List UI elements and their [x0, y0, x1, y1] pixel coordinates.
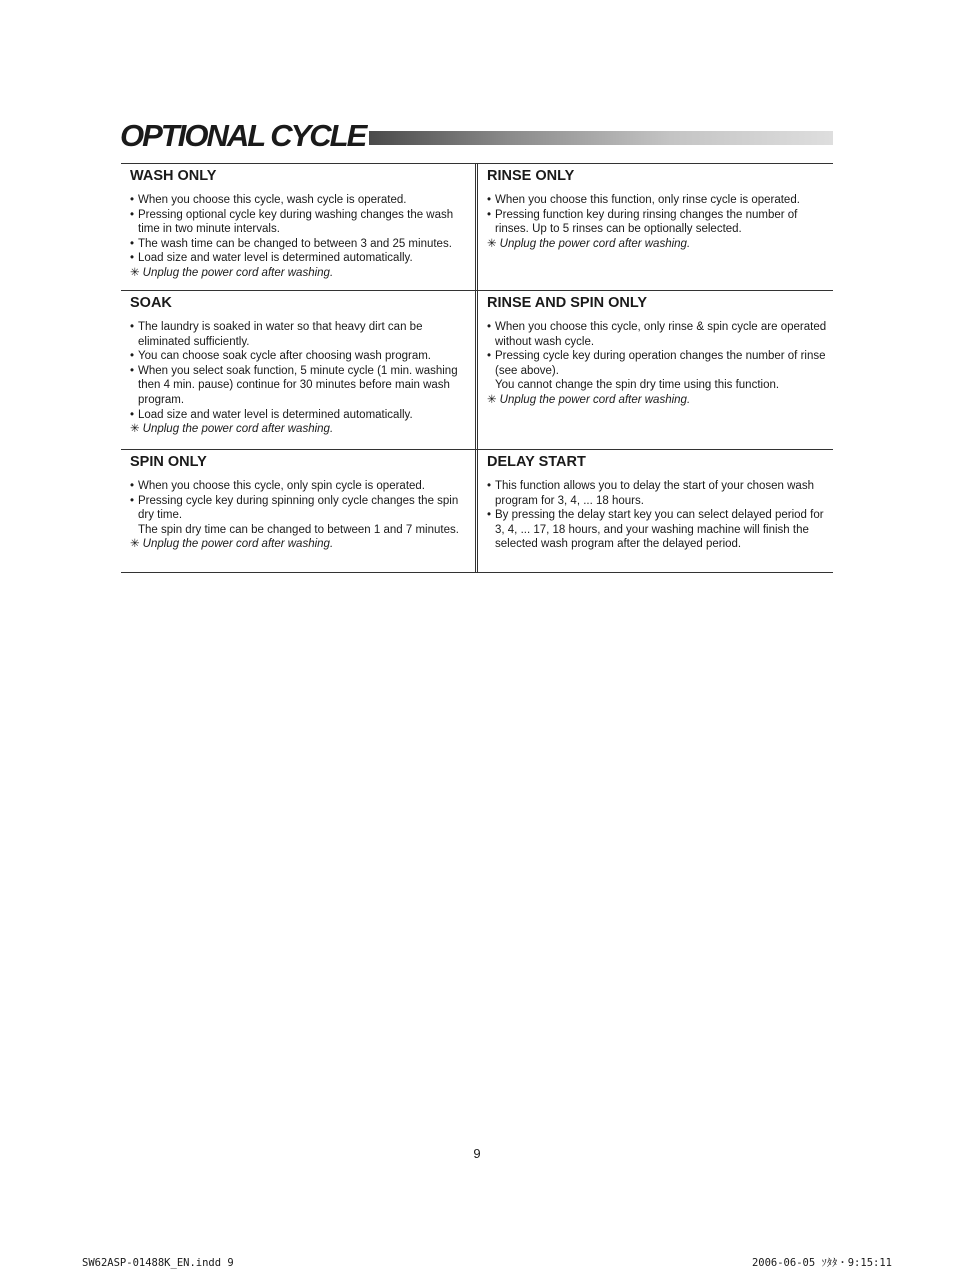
section-rinse-and-spin-only: [478, 291, 833, 449]
bullet-item: [130, 494, 471, 523]
bullet-item: [130, 364, 471, 408]
table-row: [121, 291, 833, 450]
item-text: When you choose this cycle, only spin cycle is operated.: [138, 480, 426, 492]
section-delay-start: [478, 450, 833, 572]
bullet-item: [487, 349, 829, 378]
item-text: Pressing function key during rinsing changes the number of rinses. Up to 5 rinses can be optionally selected.: [495, 208, 798, 236]
item-text: The spin dry time can be changed to between 1 and 7 minutes.: [138, 523, 459, 536]
note-item: [487, 237, 829, 252]
bullet-item: [130, 237, 471, 252]
item-text: When you select soak function, 5 minute cycle (1 min. washing then 4 min. pause) continue for 30 minutes before main wash program.: [138, 364, 458, 406]
item-text: When you choose this function, only rinse cycle is operated.: [495, 194, 800, 206]
section-heading: WASH ONLY: [130, 168, 217, 184]
cycle-table: [121, 163, 833, 573]
note-text: Unplug the power cord after washing.: [142, 538, 334, 551]
item-text: When you choose this cycle, only rinse & spin cycle are operated without wash cycle.: [495, 321, 827, 348]
asterisk-icon: ✳: [487, 237, 497, 250]
page-title: OPTIONAL CYCLE: [120, 118, 366, 153]
section-heading: DELAY START: [487, 454, 586, 470]
section-wash-only: [121, 164, 478, 290]
item-text: Load size and water level is determined automatically.: [138, 408, 413, 421]
bullet-item: [130, 408, 471, 423]
continuation-text: [487, 378, 829, 393]
section-heading: SPIN ONLY: [130, 454, 207, 470]
bullet-item: [130, 193, 471, 208]
section-heading: RINSE AND SPIN ONLY: [487, 295, 648, 311]
bullet-item: [130, 349, 471, 364]
section-lines: [487, 479, 829, 552]
table-row: [121, 450, 833, 573]
page-number: 9: [473, 1146, 481, 1161]
section-soak: [121, 291, 478, 449]
bullet-item: [487, 479, 829, 508]
asterisk-icon: ✳: [487, 393, 497, 406]
section-lines: [130, 479, 471, 552]
item-text: Pressing optional cycle key during washing changes the wash time in two minute intervals.: [138, 208, 454, 236]
item-text: Pressing cycle key during spinning only cycle changes the spin dry time.: [138, 494, 459, 522]
section-lines: [130, 320, 471, 437]
item-text: Load size and water level is determined automatically.: [138, 252, 413, 265]
note-text: Unplug the power cord after washing.: [142, 266, 334, 279]
bullet-item: [130, 208, 471, 237]
item-text: The wash time can be changed to between 3 and 25 minutes.: [138, 237, 452, 250]
bullet-item: [487, 193, 829, 208]
table-row: [121, 164, 833, 291]
bullet-item: [487, 320, 829, 349]
item-text: You cannot change the spin dry time using this function.: [495, 379, 780, 392]
section-lines: [130, 193, 471, 281]
note-item: [130, 266, 471, 281]
section-heading: RINSE ONLY: [487, 168, 575, 184]
bullet-item: [130, 479, 471, 494]
note-item: [130, 422, 471, 437]
note-text: Unplug the power cord after washing.: [499, 393, 691, 406]
note-item: [487, 393, 829, 408]
asterisk-icon: ✳: [130, 423, 140, 436]
item-text: When you choose this cycle, wash cycle is operated.: [138, 194, 407, 206]
footer-file-info: SW62ASP-01488K_EN.indd 9: [82, 1257, 234, 1269]
bullet-item: [487, 508, 829, 552]
section-spin-only: [121, 450, 478, 572]
note-text: Unplug the power cord after washing.: [499, 237, 691, 250]
note-item: [130, 537, 471, 552]
continuation-text: [130, 523, 471, 538]
section-lines: [487, 193, 829, 251]
bullet-item: [130, 251, 471, 266]
bullet-item: [487, 208, 829, 237]
title-gradient-bar: [369, 131, 833, 145]
asterisk-icon: ✳: [130, 538, 140, 551]
item-text: This function allows you to delay the start of your chosen wash program for 3, 4, ... 18 hours.: [495, 480, 814, 507]
item-text: Pressing cycle key during operation changes the number of rinse (see above).: [495, 350, 826, 377]
note-text: Unplug the power cord after washing.: [142, 423, 334, 436]
section-heading: SOAK: [130, 295, 172, 311]
section-rinse-only: [478, 164, 833, 290]
item-text: The laundry is soaked in water so that heavy dirt can be eliminated sufficiently.: [138, 321, 423, 348]
section-lines: [487, 320, 829, 408]
item-text: You can choose soak cycle after choosing wash program.: [138, 350, 431, 363]
item-text: By pressing the delay start key you can select delayed period for 3, 4, ... 17, 18 hours, and your washing machine will finish the selected wash program after the delayed period.: [495, 509, 824, 551]
asterisk-icon: ✳: [130, 266, 140, 279]
footer-timestamp: 2006-06-05 ｿﾀﾀ・9:15:11: [751, 1257, 892, 1269]
bullet-item: [130, 320, 471, 349]
